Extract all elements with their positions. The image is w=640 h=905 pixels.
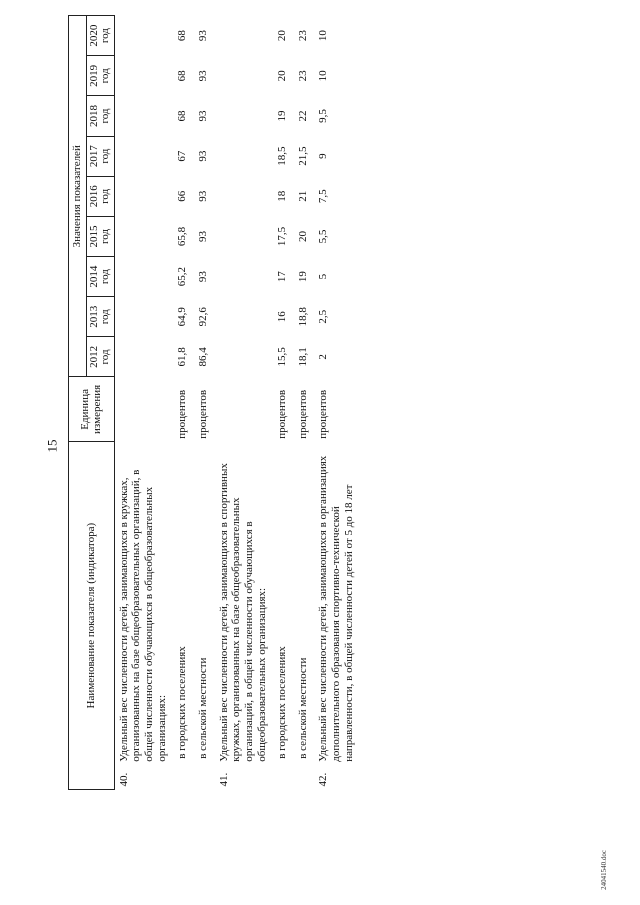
row-value: 21 (296, 190, 309, 202)
table-row (114, 16, 171, 790)
row-value: 9,5 (317, 109, 330, 123)
page-number: 15 (44, 439, 60, 453)
row-value: 9 (317, 153, 330, 159)
row-value: 20 (276, 30, 289, 42)
row-value: 23 (296, 30, 309, 42)
header-year: 2012 год (86, 337, 114, 377)
row-value (213, 56, 272, 96)
row-unit (213, 377, 272, 442)
row-value: 18 (276, 190, 289, 202)
row-value: 68 (176, 70, 189, 82)
row-number: 40. (117, 772, 130, 787)
row-value: 21,5 (296, 146, 309, 166)
row-number: 41. (217, 772, 230, 787)
row-unit: процентов (276, 389, 289, 439)
row-number: 42. (317, 772, 330, 787)
indicator-table (68, 15, 358, 790)
row-value: 86,4 (196, 347, 209, 367)
row-value: 66 (176, 190, 189, 202)
row-value: 20 (276, 70, 289, 82)
header-name: Наименование показателя (индикатора) (69, 442, 115, 790)
row-value (114, 136, 171, 176)
row-value: 2 (317, 354, 330, 360)
row-value: 65,2 (176, 266, 189, 287)
row-value: 2,5 (317, 309, 330, 324)
row-value: 65,8 (176, 226, 189, 247)
row-value: 64,9 (176, 307, 189, 327)
row-value (213, 96, 272, 136)
row-value (213, 16, 272, 56)
table-row (192, 16, 213, 790)
row-value: 20 (296, 230, 309, 242)
row-value (114, 56, 171, 96)
row-number (271, 765, 292, 790)
row-value (213, 337, 272, 377)
table-row (312, 16, 358, 790)
table-row (292, 16, 313, 790)
row-value: 18,8 (296, 307, 309, 327)
header-year: 2015 год (86, 216, 114, 256)
row-number (292, 765, 313, 790)
row-indicator-name: в сельской местности (296, 657, 309, 759)
row-value (114, 176, 171, 216)
row-value (213, 176, 272, 216)
row-value (114, 16, 171, 56)
row-value: 93 (196, 110, 209, 122)
row-value (114, 216, 171, 256)
row-value (114, 257, 171, 297)
header-year: 2020 год (86, 16, 114, 56)
row-value (213, 136, 272, 176)
row-unit: процентов (317, 389, 330, 439)
header-year: 2014 год (86, 257, 114, 297)
row-value: 19 (276, 110, 289, 122)
row-value: 19 (296, 271, 309, 283)
row-value: 18,1 (296, 347, 309, 367)
row-unit: процентов (196, 389, 209, 439)
row-value: 93 (196, 230, 209, 242)
header-values-group: Значения показателей (69, 16, 87, 378)
row-value: 67 (176, 150, 189, 162)
row-value (213, 216, 272, 256)
row-value: 61,8 (176, 347, 189, 367)
row-value: 10 (317, 30, 330, 42)
row-indicator-name: Удельный вес численности детей, занимающихся в спортивных кружках, организованных на базе общеобразовательных организаций, в общей численности обучающихся в общеобразовательных организациях: (217, 463, 268, 762)
row-value: 92,6 (196, 307, 209, 327)
row-indicator-name: Удельный вес численности детей, занимающихся в организациях дополнительного образования спортивно-технической направленности, в общей численности детей от 5 до 18 лет (317, 455, 355, 762)
row-value: 10 (317, 70, 330, 82)
header-year: 2019 год (86, 56, 114, 96)
row-value (213, 257, 272, 297)
row-value: 18,5 (276, 146, 289, 166)
header-unit: Единица измерения (69, 377, 115, 442)
row-value: 93 (196, 150, 209, 162)
rotated-table-container (68, 15, 538, 790)
header-year: 2018 год (86, 96, 114, 136)
row-number (171, 765, 192, 790)
row-unit: процентов (296, 389, 309, 439)
row-value: 17 (276, 271, 289, 283)
row-value: 5,5 (317, 229, 330, 244)
row-indicator-name: в городских поселениях (276, 646, 289, 759)
row-value: 17,5 (276, 226, 289, 247)
row-value (114, 297, 171, 337)
row-indicator-name: Удельный вес численности детей, занимающихся в кружках, организованных на базе общеобразовательных организаций, в общей численности обучающихся в общеобразовательных организациях: (117, 469, 168, 762)
row-unit: процентов (176, 389, 189, 439)
row-value: 15,5 (276, 347, 289, 367)
header-year: 2013 год (86, 297, 114, 337)
table-row (171, 16, 192, 790)
row-value (114, 337, 171, 377)
row-value: 93 (196, 70, 209, 82)
row-value: 68 (176, 30, 189, 42)
header-year: 2016 год (86, 176, 114, 216)
row-value: 5 (317, 273, 330, 280)
row-unit (114, 377, 171, 442)
footer-file-name: 24041540.doc (599, 850, 608, 890)
row-indicator-name: в сельской местности (196, 657, 209, 759)
row-value: 23 (296, 70, 309, 82)
table-row (213, 16, 272, 790)
row-value: 7,5 (317, 189, 330, 204)
row-value: 93 (196, 190, 209, 202)
table-row (271, 16, 292, 790)
header-year: 2017 год (86, 136, 114, 176)
row-value (213, 297, 272, 337)
row-value: 22 (296, 110, 309, 122)
row-number (192, 765, 213, 790)
row-value (114, 96, 171, 136)
row-value: 93 (196, 271, 209, 283)
row-value: 68 (176, 110, 189, 122)
row-indicator-name: в городских поселениях (176, 646, 189, 759)
row-value: 93 (196, 30, 209, 42)
row-value: 16 (276, 311, 289, 323)
